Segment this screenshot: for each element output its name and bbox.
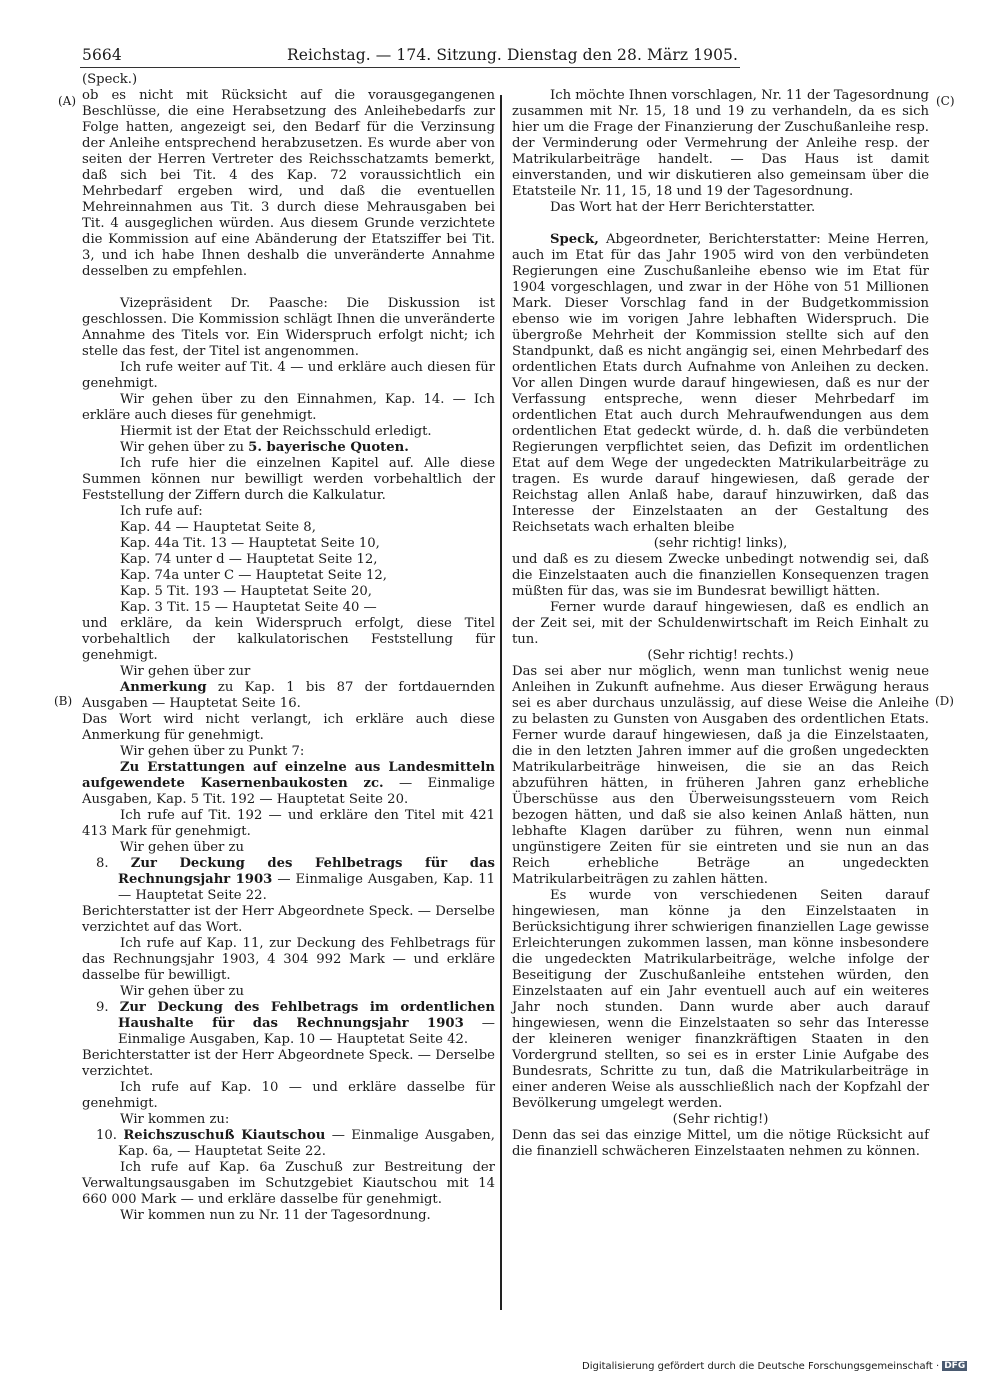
dfg-logo: DFG [944,1361,966,1371]
speaker-name: Speck, [550,232,599,247]
paragraph: Vizepräsident Dr. Paasche: Die Diskussion ist geschlossen. Die Kommission schlägt Ihnen die unveränderte Annahme des Titels vor. Ein Widerspruch erfolgt nicht; ich stelle das fest, der Titel ist angenommen. [82,296,495,359]
paragraph: Ich rufe auf Tit. 192 — und erkläre den Titel mit 421 413 Mark für genehmigt. [82,808,495,839]
margin-mark-b: (B) [54,694,73,708]
margin-mark-c: (C) [936,94,955,108]
paragraph: Ich möchte Ihnen vorschlagen, Nr. 11 der Tagesordnung zusammen mit Nr. 15, 18 und 19 zu verhandeln, da es sich hier um die Frage der Finanzierung der Zuschußanleihe resp. der Verminderung oder Vermehrung der Anleihe resp. der Matrikularbeiträge handelt. — Das Haus ist damit einverstanden, und wir diskutieren also gemeinsam über die Etatsteile Nr. 11, 15, 18 und 19 der Tagesordnung. [512,88,929,199]
speaker-name: Vizepräsident Dr. Paasche: [120,296,328,311]
speaker-tag: (Speck.) [82,72,138,87]
paragraph: Wir gehen über zu Punkt 7: [120,744,305,759]
paragraph: Das Wort wird nicht verlangt, ich erkläre auch diese Anmerkung für genehmigt. [82,712,495,743]
right-column [512,72,929,1160]
paragraph: Hiermit ist der Etat der Reichsschuld erledigt. [120,424,432,439]
paragraph: Zu Erstattungen auf einzelne aus Landesmitteln aufgewendete Kasernenbaukosten zc. — Einmalige Ausgaben, Kap. 5 Tit. 192 — Hauptetat Seite 20. [82,760,495,807]
paragraph: Ich rufe auf Kap. 11, zur Deckung des Fehlbetrags für das Rechnungsjahr 1903, 4 304 992 Mark — und erkläre dasselbe für bewilligt. [82,936,495,983]
margin-mark-a: (A) [58,94,77,108]
list-item: Kap. 3 Tit. 15 — Hauptetat Seite 40 — [120,600,377,615]
paragraph: Das Wort hat der Herr Berichterstatter. [550,200,816,215]
section-heading: Zur Deckung des Fehlbetrags im ordentlichen Haushalte für das Rechnungsjahr 1903 [118,1000,495,1031]
list-item: Kap. 44a Tit. 13 — Hauptetat Seite 10, [120,536,380,551]
list-item: Kap. 44 — Hauptetat Seite 8, [120,520,316,535]
paragraph: Wir kommen nun zu Nr. 11 der Tagesordnung. [120,1208,431,1223]
section-heading: Anmerkung [120,680,207,695]
interjection: (sehr richtig! links), [653,536,788,551]
footer-text: Digitalisierung gefördert durch die Deutsche Forschungsgemeinschaft · [582,1361,940,1372]
paragraph: Wir kommen zu: [120,1112,230,1127]
numbered-item: 8. Zur Deckung des Fehlbetrags für das Rechnungsjahr 1903 — Einmalige Ausgaben, Kap. 11 — Hauptetat Seite 22. [96,856,495,903]
numbered-item: 10. Reichszuschuß Kiautschou — Einmalige Ausgaben, Kap. 6a, — Hauptetat Seite 22. [96,1128,495,1159]
paragraph: ob es nicht mit Rücksicht auf die vorausgegangenen Beschlüsse, die eine Herabsetzung des Anleihebedarfs zur Folge hatten, angezeigt sei, den Bedarf für die Verzinsung der Anleihe entsprechend herabzusetzen. Es wurde aber von seiten der Herren Vertreter des Reichsschatzamts bemerkt, daß sich bei Tit. 4 des Kap. 72 voraussichtlich ein Mehrbedarf ergeben wird, und daß die eventuellen Mehreinnahmen aus Tit. 3 durch diese Mehrausgaben bei Tit. 4 ausgeglichen würden. Aus diesem Grunde verzichtete die Kommission auf eine Abänderung der Etatsziffer bei Tit. 3, und ich habe Ihnen deshalb die unveränderte Annahme desselben zu empfehlen. [82,88,495,279]
column-divider [500,95,502,1310]
header-rule [80,67,740,68]
paragraph: Speck, Abgeordneter, Berichterstatter: Meine Herren, auch im Etat für das Jahr 1905 wird von den verbündeten Regierungen eine Zuschußanleihe ebenso wie im Etat für 1904 vorgeschlagen, und zwar in der Höhe von 51 Millionen Mark. Dieser Vorschlag fand in der Budgetkommission ebenso wie im vorigen Jahre lebhaften Widerspruch. Die übergroße Mehrheit der Kommission stellte sich auf den Standpunkt, daß es nicht angängig sei, einen Mehrbedarf des ordentlichen Etats durch Aufnahme von Anleihen zu decken. Vor allen Dingen wurde darauf hingewiesen, daß es nur der Verfassung entspreche, wenn dieser Mehrbedarf im ordentlichen Etat auch durch Mehraufwendungen aus dem ordentlichen Etat gedeckt würde, d. h. daß die verbündeten Regierungen verpflichtet seien, das Defizit im ordentlichen Etat auf dem Wege der ungedeckten Matrikularbeiträge zu tragen. Es wurde darauf hingewiesen, daß gerade der Reichstag allen Anlaß habe, darauf hinzuwirken, daß das Interesse der Einzelstaaten an der Gestaltung des Reichsetats wach erhalten bleibe [512,232,930,535]
digitization-footer [582,1361,966,1375]
paragraph: Das sei aber nur möglich, wenn man tunlichst wenig neue Anleihen in Zukunft aufnehme. Aus dieser Erwägung heraus sei es aber durchaus unzulässig, auf diese Weise die Anleihe zu belasten zu Gunsten von Ausgaben des ordentlichen Etats. Ferner wurde darauf hingewiesen, daß ja die Einzelstaaten, die in den letzten Jahren immer auf die großen ungedeckten Matrikularbeiträge hinweisen, die sie an das Reich abzuführen hätten, in früheren Jahren ganz erhebliche Überschüsse aus den Überweisungssteuern vom Reich bezogen hätten, und daß sie also keinen Anlaß hätten, nun lebhafte Klagen darüber zu führen, wenn nun einmal ungünstigere Zeiten für sie eintreten und sie nun an das Reich erhebliche Beträge an ungedeckten Matrikularbeiträgen zu zahlen hätten. [512,664,929,887]
paragraph: und erkläre, da kein Widerspruch erfolgt, diese Titel vorbehaltlich der kalkulatorischen Feststellung für genehmigt. [82,616,495,663]
left-column [82,72,495,1224]
paragraph: Ich rufe auf Kap. 10 — und erkläre dasselbe für genehmigt. [82,1080,495,1111]
paragraph: Berichterstatter ist der Herr Abgeordnete Speck. — Derselbe verzichtet auf das Wort. [82,904,495,935]
paragraph: Berichterstatter ist der Herr Abgeordnete Speck. — Derselbe verzichtet. [82,1048,495,1079]
paragraph: Wir gehen über zu den Einnahmen, Kap. 14. — Ich erkläre auch dieses für genehmigt. [82,392,495,423]
list-item: Kap. 74 unter d — Hauptetat Seite 12, [120,552,378,567]
paragraph: Ich rufe auf: [120,504,203,519]
paragraph: Ich rufe hier die einzelnen Kapitel auf. Alle diese Summen können nur bewilligt werden vorbehaltlich der Feststellung der Ziffern durch die Kalkulatur. [82,456,495,503]
running-title: Reichstag. — 174. Sitzung. Dienstag den 28. März 1905. [287,46,739,64]
paragraph: Denn das sei das einzige Mittel, um die nötige Rücksicht auf die finanziell schwächeren Einzelstaaten nehmen zu können. [512,1128,929,1159]
paragraph: Wir gehen über zu 5. bayerische Quoten. [120,440,409,455]
section-heading: Reichszuschuß Kiautschou [123,1128,326,1143]
numbered-item: 9. Zur Deckung des Fehlbetrags im ordentlichen Haushalte für das Rechnungsjahr 1903 — Einmalige Ausgaben, Kap. 10 — Hauptetat Seite 42. [96,1000,495,1047]
list-item: Kap. 74a unter C — Hauptetat Seite 12, [120,568,388,583]
page-header [82,46,739,66]
section-heading: Zur Deckung des Fehlbetrags für das Rechnungsjahr 1903 [118,856,495,887]
interjection: (Sehr richtig! rechts.) [647,648,794,663]
paragraph: Wir gehen über zur [120,664,251,679]
paragraph: Anmerkung zu Kap. 1 bis 87 der fortdauernden Ausgaben — Hauptetat Seite 16. [82,680,495,711]
paragraph: Es wurde von verschiedenen Seiten darauf hingewiesen, man könne ja den Einzelstaaten in Berücksichtigung ihrer schwierigen finanziellen Lage gewisse Erleichterungen zukommen lassen, man könne insbesondere die ungedeckten Matrikularbeiträge, welche infolge der Beseitigung der Zuschußanleihe entstehen würden, den Einzelstaaten auf ein Jahr eventuell auch auf ein weiteres Jahr noch stunden. Dann wurde aber auch darauf hingewiesen, wenn die Einzelstaaten so sehr das Interesse der kleineren weniger finanzkräftigen Staaten in den Vordergrund stellten, so sei es in erster Linie Aufgabe des Bundesrats, Schritte zu tun, daß die Matrikularbeiträge in einer anderen Weise als ausschließlich nach der Kopfzahl der Bevölkerung umgelegt werden. [512,888,929,1111]
paragraph: Ich rufe auf Kap. 6a Zuschuß zur Bestreitung der Verwaltungsausgaben im Schutzgebiet Kiautschou mit 14 660 000 Mark — und erkläre dasselbe für genehmigt. [82,1160,495,1207]
paragraph: und daß es zu diesem Zwecke unbedingt notwendig sei, daß die Einzelstaaten auch die finanziellen Konsequenzen tragen müßten für das, was sie im Bundesrat bewilligt hätten. [512,552,929,599]
page-number: 5664 [82,46,122,64]
section-heading: Zu Erstattungen auf einzelne aus Landesmitteln aufgewendete Kasernenbaukosten zc. [82,760,495,791]
interjection: (Sehr richtig!) [672,1112,769,1127]
section-heading: 5. bayerische Quoten. [248,440,409,455]
list-item: Kap. 5 Tit. 193 — Hauptetat Seite 20, [120,584,372,599]
margin-mark-d: (D) [935,694,954,708]
paragraph: Ferner wurde darauf hingewiesen, daß es endlich an der Zeit sei, mit der Schuldenwirtschaft im Reich Einhalt zu tun. [512,600,929,647]
paragraph: Wir gehen über zu [120,840,244,855]
paragraph: Wir gehen über zu [120,984,244,999]
paragraph: Ich rufe weiter auf Tit. 4 — und erkläre auch diesen für genehmigt. [82,360,495,391]
